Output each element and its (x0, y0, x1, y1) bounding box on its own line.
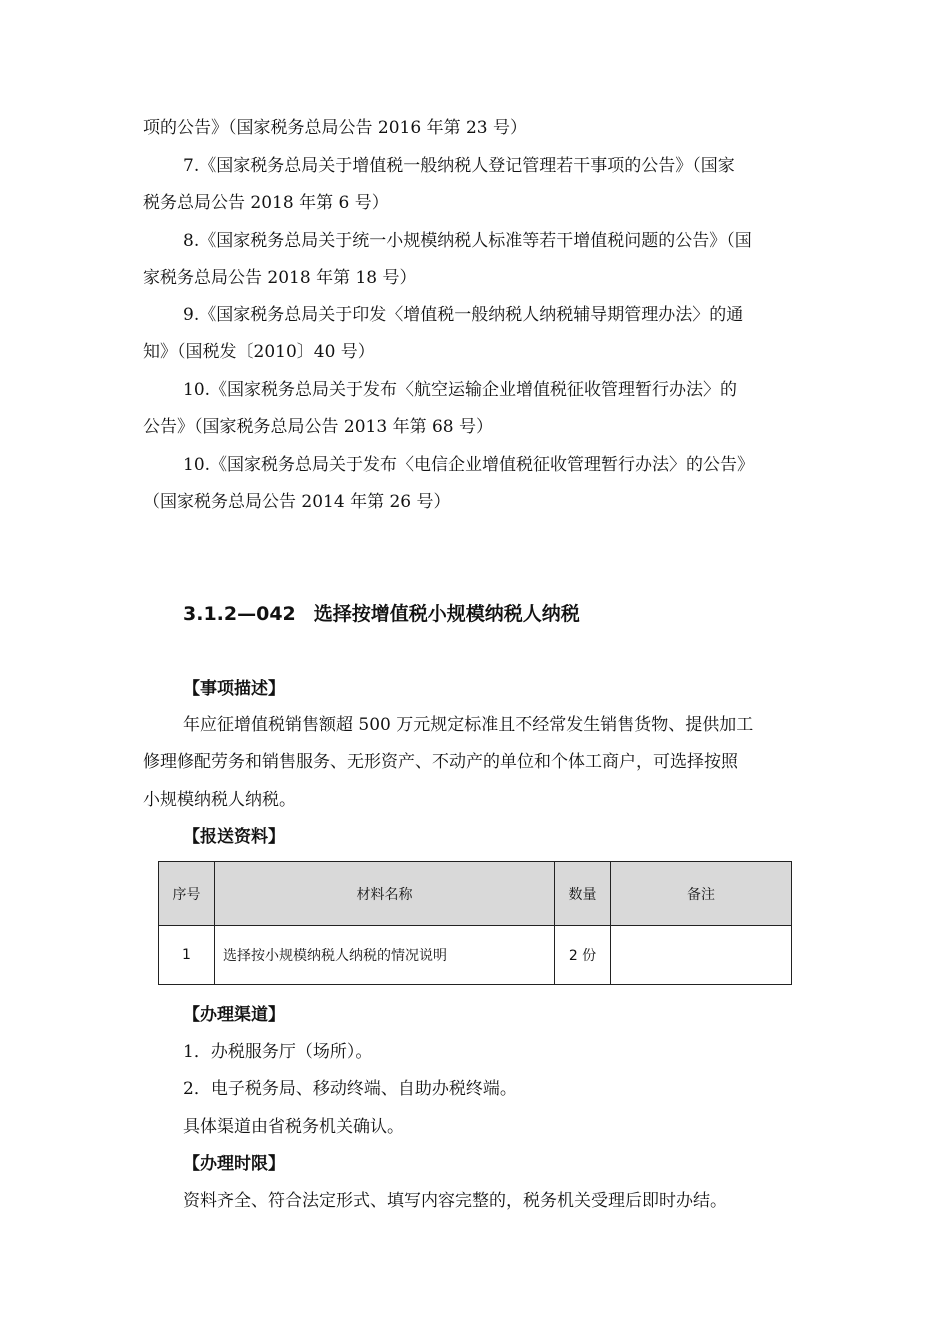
cell-serial-no: 1 (159, 926, 215, 985)
reference-item-7-cont: 税务总局公告 2018 年第 6 号） (143, 193, 389, 213)
time-limit-text: 资料齐全、符合法定形式、填写内容完整的，税务机关受理后即时办结。 (183, 1191, 727, 1211)
description-label: 【事项描述】 (183, 679, 285, 699)
cell-remarks (611, 926, 792, 985)
channel-note: 具体渠道由省税务机关确认。 (183, 1117, 404, 1137)
table-header-row (159, 862, 792, 926)
reference-item-6-tail: 项的公告》（国家税务总局公告 2016 年第 23 号） (143, 118, 528, 138)
cell-material-name: 选择按小规模纳税人纳税的情况说明 (215, 926, 555, 985)
time-limit-label: 【办理时限】 (183, 1154, 285, 1174)
section-number: 3.1.2—042 (183, 603, 296, 625)
description-line-1: 年应征增值税销售额超 500 万元规定标准且不经常发生销售货物、提供加工 (183, 715, 754, 735)
reference-item-10a-cont: 公告》（国家税务总局公告 2013 年第 68 号） (143, 417, 494, 437)
materials-table (158, 861, 792, 985)
reference-item-9-cont: 知》（国税发〔2010〕40 号） (143, 342, 375, 362)
section-title: 选择按增值税小规模纳税人纳税 (313, 603, 580, 625)
channel-item-2: 2．电子税务局、移动终端、自助办税终端。 (183, 1079, 517, 1099)
cell-quantity: 2 份 (555, 926, 611, 985)
header-quantity: 数量 (555, 862, 611, 926)
reference-item-8-cont: 家税务总局公告 2018 年第 18 号） (143, 268, 417, 288)
reference-item-9: 9.《国家税务总局关于印发〈增值税一般纳税人纳税辅导期管理办法〉的通 (183, 305, 744, 325)
reference-item-8: 8.《国家税务总局关于统一小规模纳税人标准等若干增值税问题的公告》（国 (183, 231, 752, 251)
reference-item-10b: 10.《国家税务总局关于发布〈电信企业增值税征收管理暂行办法〉的公告》 (183, 455, 755, 475)
description-line-3: 小规模纳税人纳税。 (143, 790, 296, 810)
reference-item-7: 7.《国家税务总局关于增值税一般纳税人登记管理若干事项的公告》（国家 (183, 156, 735, 176)
description-line-2: 修理修配劳务和销售服务、无形资产、不动产的单位和个体工商户，可选择按照 (143, 752, 738, 772)
reference-item-10a: 10.《国家税务总局关于发布〈航空运输企业增值税征收管理暂行办法〉的 (183, 380, 738, 400)
reference-item-10b-cont: （国家税务总局公告 2014 年第 26 号） (143, 492, 451, 512)
table-row (159, 926, 792, 985)
channel-item-1: 1．办税服务厅（场所）。 (183, 1042, 373, 1062)
section-heading (183, 600, 580, 628)
header-serial-no: 序号 (159, 862, 215, 926)
materials-label: 【报送资料】 (183, 827, 285, 847)
header-remarks: 备注 (611, 862, 792, 926)
header-material-name: 材料名称 (215, 862, 555, 926)
channels-label: 【办理渠道】 (183, 1005, 285, 1025)
